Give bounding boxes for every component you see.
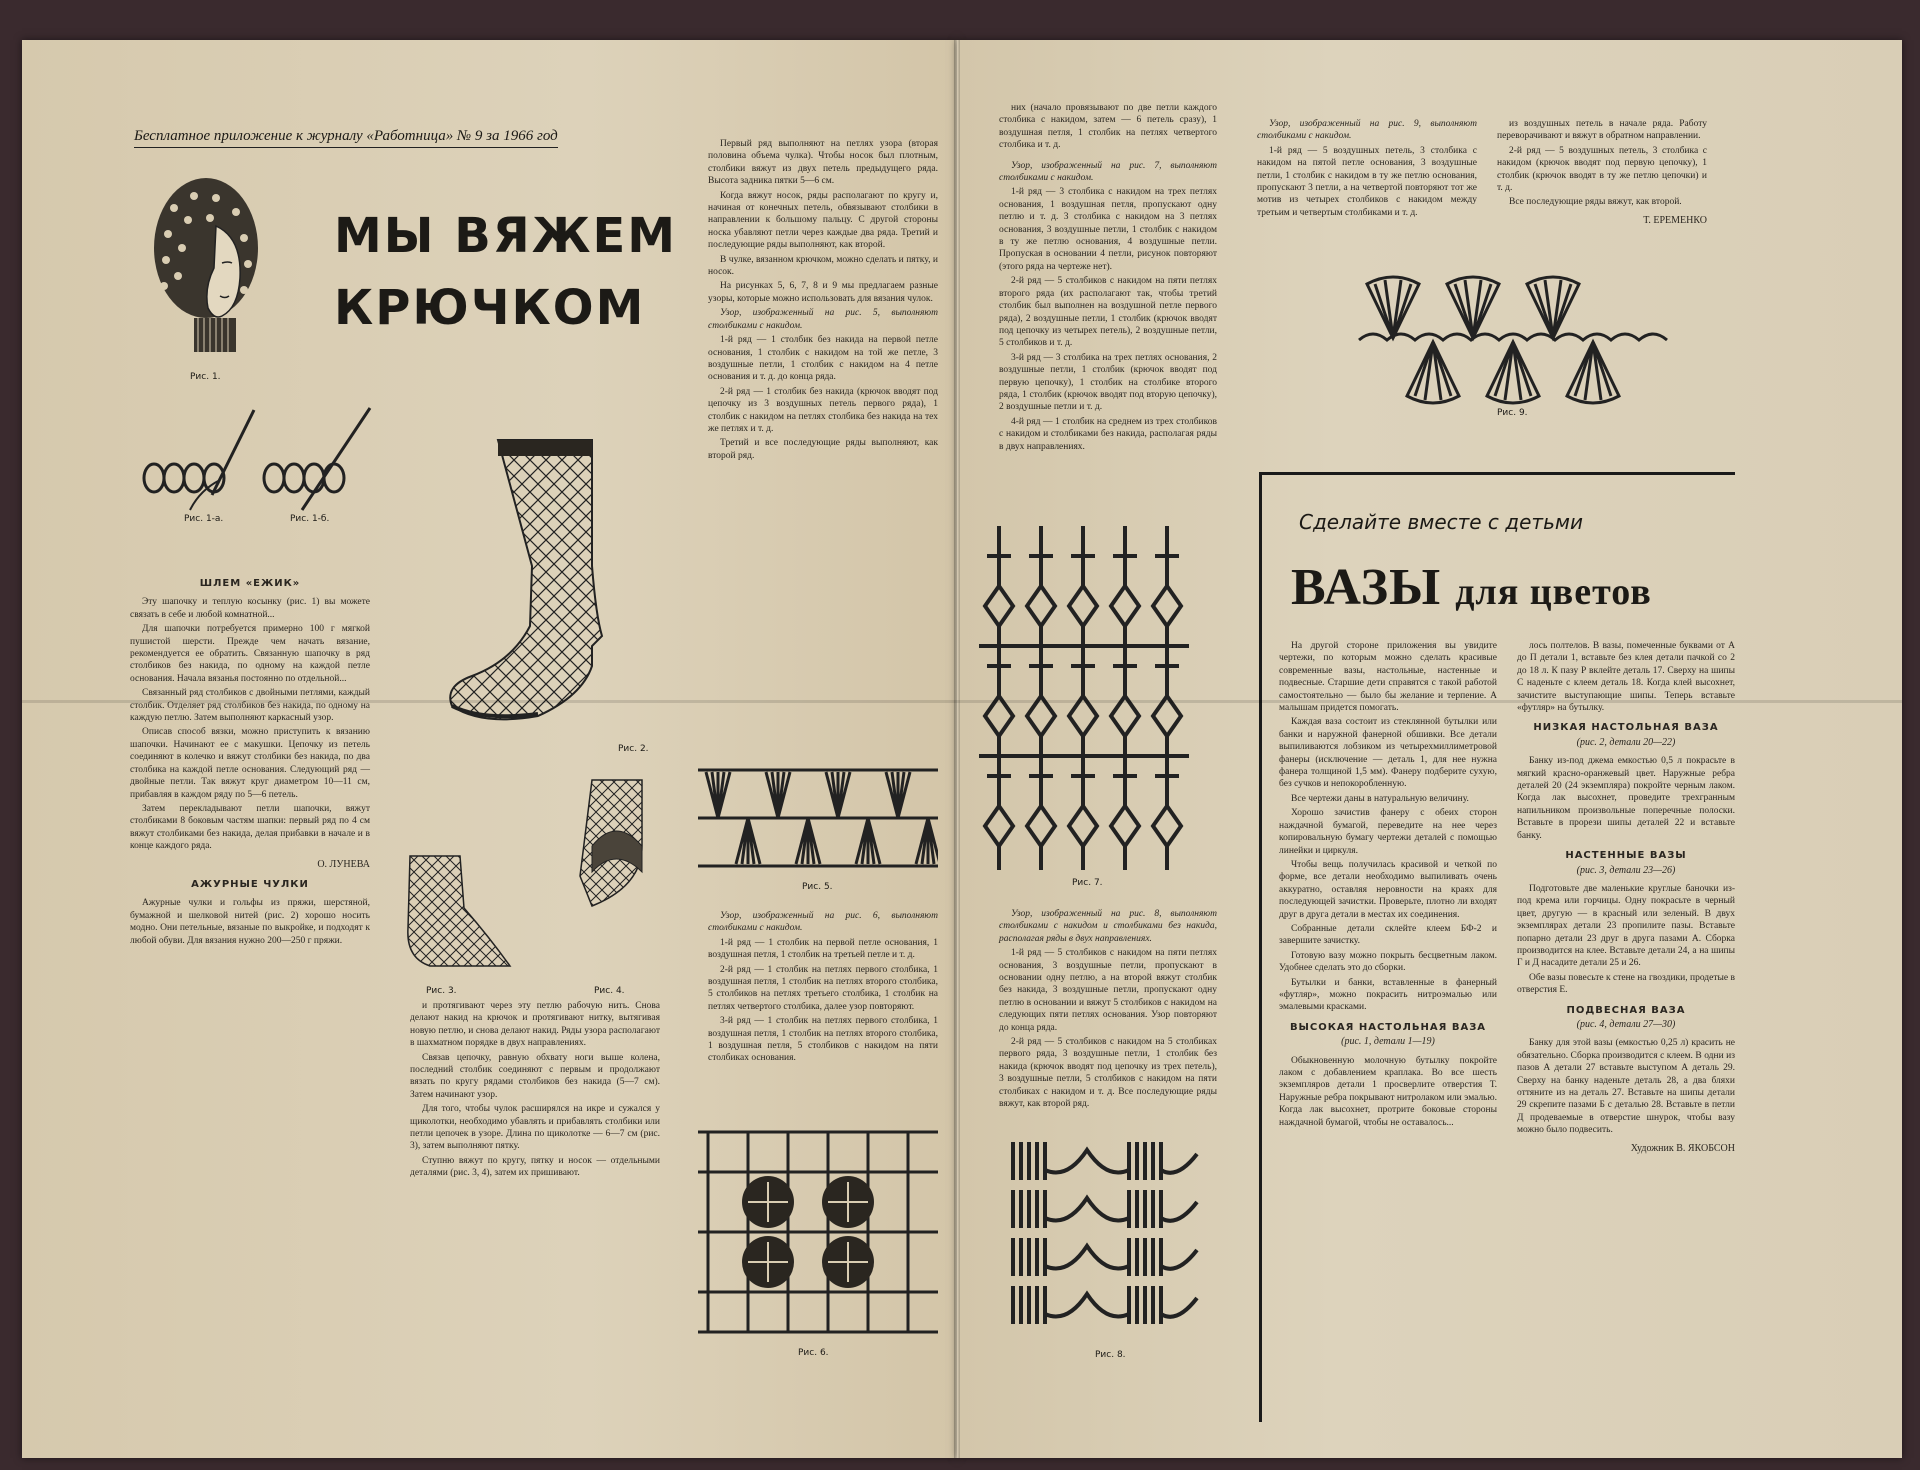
paragraph: Третий и все последующие ряды выполняют, как второй ряд. — [708, 438, 938, 461]
paragraph: Для того, чтобы чулок расширялся на икре и сужался у щиколотки, необходимо убавлять и прибавлять столбики или петли цепочек в узоре. Длина по щиколотке — 6—7 см (рис. 3), затем выполняют пятку. — [410, 1104, 660, 1152]
author-signature-eremenko: Т. ЕРЕМЕНКО — [1643, 214, 1707, 226]
paragraph: Эту шапочку и теплую косынку (рис. 1) вы можете связать в себе и любой комнатной... — [130, 597, 370, 620]
center-fold — [954, 40, 960, 1458]
fig2-stocking-illustration — [442, 436, 642, 736]
paragraph: Узор, изображенный на рис. 7, выполняют столбиками с накидом. — [999, 160, 1217, 184]
paragraph: из воздушных петель в начале ряда. Работу переворачивают и вяжут в обратном направлении. — [1497, 119, 1707, 142]
fig7-caption: Рис. 7. — [1072, 878, 1103, 888]
paragraph: Все чертежи даны в натуральную величину. — [1291, 793, 1469, 804]
section-wall-vases-sub: (рис. 3, детали 23—26) — [1576, 864, 1676, 876]
vases-title-small: для цветов — [1455, 571, 1652, 613]
fig1-helmet-illustration — [144, 168, 264, 398]
paragraph: 1-й ряд — 3 столбика с накидом на трех петлях основания, 1 воздушная петля, пропускают одну петлю и т. д. 3 столбика с накидом на 3 петлях основания, 3 воздушные петли, 1 столбик с накидом в ту же петлю основания, 4 воздушные петли. Пропуская в основании 4 петли, рисунок повторяют (этого ряда на чертеже нет). — [999, 187, 1217, 272]
paragraph: Узор, изображенный на рис. 6, выполняют столбиками с накидом. — [708, 911, 938, 934]
horizontal-fold — [22, 700, 1902, 703]
section-stockings-heading: АЖУРНЫЕ ЧУЛКИ — [191, 878, 309, 890]
right-column-A2 — [999, 908, 1217, 1113]
paragraph: Описав способ вязки, можно приступить к вязанию шапочки. Начинают ее с макушки. Цепочку из петель соединяют в колечко и вяжут столбики без накида, по два столбика на каждой петле основания. Следующий ряд — двойные петли. Так вяжут круг диаметром 10—11 см, прибавляя в каждом ряду по 5—6 петель. — [130, 727, 370, 800]
paragraph: 3-й ряд — 1 столбик на петлях первого столбика, 1 воздушная петля, 1 столбик на петлях второго столбика, 1 воздушная петля, 5 столбиков с накидом на пяти столбиках основания. — [708, 1016, 938, 1064]
title-line-1: МЫ ВЯЖЕМ — [334, 208, 678, 264]
vases-title-big: ВАЗЫ — [1291, 559, 1442, 616]
paragraph: Обе вазы повесьте к стене на гвоздики, продетые в отверстия Е. — [1517, 972, 1735, 996]
newspaper-sheet — [22, 40, 1902, 1458]
paragraph: Узор, изображенный на рис. 9, выполняют столбиками с накидом. — [1257, 119, 1477, 142]
paragraph: Связав цепочку, равную обхвату ноги выше колена, последний столбик соединяют с первым и продолжают вязать по кругу рядами столбиков без накида (5—7 см). Затем начинают узор. — [410, 1052, 660, 1100]
section-high-vase-sub: (рис. 1, детали 1—19) — [1341, 1036, 1435, 1048]
section-wall-vases-heading: НАСТЕННЫЕ ВАЗЫ — [1565, 850, 1687, 862]
right-column-C — [1497, 118, 1707, 227]
fig1a-caption: Рис. 1-а. — [184, 514, 224, 524]
fig8-caption: Рис. 8. — [1095, 1350, 1126, 1360]
vases-kicker: Сделайте вместе с детьми — [1299, 510, 1583, 534]
paragraph: 2-й ряд — 1 столбик без накида (крючок вводят под цепочку из 3 воздушных петель первого ряда), 1 столбик с накидом на петлях столбика без накида на тех же петлях и т. д. — [708, 386, 938, 434]
fig2-caption: Рис. 2. — [618, 744, 649, 754]
author-signature: О. ЛУНЕВА — [317, 858, 370, 870]
fig9-caption: Рис. 9. — [1497, 408, 1528, 418]
paragraph: На рисунках 5, 6, 7, 8 и 9 мы предлагаем разные узоры, которые можно использовать для вязания чулок. — [708, 281, 938, 304]
fig9-pattern-illustration — [1353, 268, 1683, 418]
paragraph: На другой стороне приложения вы увидите чертежи, по которым можно сделать красивые современные вазы, настольные, настенные и подвесные. Старшие дети справятся с такой работой самостоятельно — было бы желание и терпение. А малышам придется помогать. — [1279, 641, 1497, 714]
supplement-header: Бесплатное приложение к журналу «Работница» № 9 за 1966 год — [134, 128, 558, 148]
paragraph: 3-й ряд — 3 столбика на трех петлях основания, 2 воздушные петли, 1 столбик (крючок вводят под первую цепочку), 1 столбик на столбике второго ряда, 1 столбик (крючок вводят под вторую цепочку), 2 воздушные петли и т. д. — [999, 352, 1217, 413]
paragraph: Первый ряд выполняют на петлях узора (вторая половина объема чулка). Чтобы носок был плотным, столбики вяжут из двух петель предыдущего ряда. Высота задника пятки 5—6 см. — [708, 139, 938, 187]
fig5-pattern-illustration — [698, 758, 938, 878]
paragraph: Каждая ваза состоит из стеклянной бутылки или банки и наружной фанерной обшивки. Все детали выпиливаются лобзиком из четырехмиллиметровой фанеры (исключение — деталь 1, для нее нужна фанера толщиной 1,5 мм). Фанеру подберите сухую, без сучков и непокоробленную. — [1279, 717, 1497, 790]
fig5-caption: Рис. 5. — [802, 882, 833, 892]
paragraph: 2-й ряд — 1 столбик на петлях первого столбика, 1 воздушная петля, 1 столбик на петлях второго столбика, 5 столбиков на петлях третьего столбика, 1 столбик на петлях четвертого столбика, далее узор повторяют. — [708, 964, 938, 1012]
left-page — [22, 40, 957, 1458]
vases-title — [1291, 558, 1652, 617]
section-hanging-vase-heading: ПОДВЕСНАЯ ВАЗА — [1566, 1004, 1686, 1016]
paragraph: лось полтелов. В вазы, помеченные буквами от А до П детали 1, вставьте без клея детали пачкой со 2 до 18 л. К пазу Р вклейте деталь 17. Сверху на шипы С наденьте с клеем деталь 18. Когда клей высохнет, зачистите выступающие шипы. Теперь вставьте «футляр» на бутылку. — [1517, 641, 1735, 714]
paragraph: Банку для этой вазы (емкостью 0,25 л) красить не обязательно. Сборка производится с клеем. В одни из пазов А детали 27 вставьте выступом А деталь 29. Сверху на банку наденьте деталь 28, а два бляхи оттяните из на деталь 27. Вставьте на шипы детали 29 скрепите пазами Б с деталью 28. Вставьте в петли Д продеваемые в отверстие шнурок, чтобы вазу можно было подвесить. — [1517, 1038, 1735, 1136]
fig1b-caption: Рис. 1-б. — [290, 514, 330, 524]
fig1-caption: Рис. 1. — [190, 372, 221, 382]
fig3-sock-illustration — [390, 848, 520, 978]
right-column-A — [999, 102, 1217, 455]
paragraph: В чулке, вязанном крючком, можно сделать и пятку, и носок. — [708, 254, 938, 278]
section-hanging-vase-sub: (рис. 4, детали 27—30) — [1576, 1018, 1676, 1030]
artist-signature: Художник В. ЯКОБСОН — [1630, 1142, 1735, 1154]
fig8-pattern-illustration — [1007, 1140, 1201, 1340]
section-low-vase-heading: НИЗКАЯ НАСТОЛЬНАЯ ВАЗА — [1533, 722, 1719, 734]
left-column-3b — [708, 910, 938, 1067]
fig6-pattern-illustration — [698, 1122, 938, 1342]
paragraph: 2-й ряд — 5 столбиков с накидом на 5 столбиках первого ряда, 3 воздушные петли, 1 столбик без накида (крючок вводят под цепочку из трех петель), 3 воздушные петли, 5 столбиков с накидом на пяти столбиках с накидом и т. д. Все последующие ряды вяжут, как второй ряд. — [999, 1037, 1217, 1110]
paragraph: 1-й ряд — 5 воздушных петель, 3 столбика с накидом на пятой петле основания, 3 воздушные петли, 1 столбик с накидом в ту же петлю основания, пропускают 3 петли, а на четвертой повторяют тот же мотив из четырех столбиков с накидом между третьим и четвертым столбиками и т. д. — [1257, 145, 1477, 218]
title-line-2: КРЮЧКОМ — [334, 280, 646, 336]
paragraph: и протягивают через эту петлю рабочую нить. Снова делают накид на крючок и протягивают нитку, вытягивая новую петлю, и снова делают накид. Ряды узора располагают в шахматном порядке в двух направлениях. — [410, 1001, 660, 1049]
vases-column-2 — [1517, 640, 1735, 1155]
paragraph: 2-й ряд — 5 воздушных петель, 3 столбика с накидом (крючок вводят под первую цепочку), 1 столбик (крючок вводят в ту же петлю цепочки) и т. д. — [1497, 145, 1707, 194]
fig6-caption: Рис. 6. — [798, 1348, 829, 1358]
paragraph: Узор, изображенный на рис. 8, выполняют столбиками с накидом и столбиками без накида, располагая ряды в двух направлениях. — [999, 909, 1217, 944]
paragraph: Хорошо зачистив фанеру с обеих сторон наждачной бумагой, переведите на нее через копировальную бумагу чертежи деталей с помощью линейки и циркуля. — [1279, 808, 1497, 856]
left-column-2 — [410, 1000, 660, 1182]
right-column-B — [1257, 118, 1477, 221]
fig4-caption: Рис. 4. — [594, 986, 625, 996]
left-column-1 — [130, 570, 370, 949]
paragraph: Для шапочки потребуется примерно 100 г мягкой пушистой шерсти. Прежде чем начать вязание, рекомендуется ее обратить. Связанную шапочку в ряд столбиков без накида, по одному на каждой петле основания. Начала вязанья постоянно по отдельной... — [130, 624, 370, 684]
paragraph: 4-й ряд — 1 столбик на среднем из трех столбиков с накидом и столбиками без накида, располагая ряды в двух направлениях. — [999, 416, 1217, 452]
paragraph: Банку из-под джема емкостью 0,5 л покрасьте в мягкий красно-оранжевый цвет. Наружные ребра деталей 20 (24 экземпляра) покройте черным лаком. Когда лак высохнет, проведите трехгранным напильником произвольные поперечные полоски. Вставьте в прорези шипы деталей 22 и вставьте банку. — [1517, 756, 1735, 841]
paragraph: Обыкновенную молочную бутылку покройте лаком с добавлением краплака. Во все шесть экземпляров детали 1 просверлите отверстия Т. Наружные ребра покрывают нитролаком или эмалью. Когда лак высохнет, протрите боковые стороны наждачной бумагой, чтобы не оставалось... — [1279, 1055, 1497, 1128]
paragraph: 1-й ряд — 5 столбиков с накидом на пяти петлях основания, 3 воздушные петли, пропускают в основании одну петлю, а на второй вяжут столбик без накида, 3 воздушные петли, пропускают одну петлю в основании и вяжут 5 столбиков с накидом на следующих пяти петлях основания. Узор повторяют до конца ряда. — [999, 948, 1217, 1033]
paragraph: Подготовьте две маленькие круглые баночки из-под крема или горчицы. Одну покрасьте в черный цвет, другую — в красный или зеленый. В двух экземплярах детали 23 пропилите пазы. Вставьте попарно детали 23 друг в друга пазами А. Сборка производится на клее. Вставьте детали 24, а на шипы Г и Д насадите детали 25 и 26. — [1517, 883, 1735, 969]
paragraph: Чтобы вещь получилась красивой и четкой по форме, все детали необходимо выпиливать очень аккуратно, оставляя неровности на краях для последующей зачистки. Проверьте, плотно ли входят друг в друга детали в местах их соединения. — [1279, 859, 1497, 920]
paragraph: Ступню вяжут по кругу, пятку и носок — отдельными деталями (рис. 3, 4), затем их пришивают. — [410, 1155, 660, 1179]
fig1b-stitch-illustration — [262, 400, 382, 520]
paragraph: Узор, изображенный на рис. 5, выполняют столбиками с накидом. — [708, 308, 938, 331]
paragraph: Готовую вазу можно покрыть бесцветным лаком. Удобнее сделать это до сборки. — [1279, 950, 1497, 974]
paragraph: Связанный ряд столбиков с двойными петлями, каждый столбик. Отделяет ряд столбиков без накида, по одному на каждую петлю. Затем выполняют каркасный узор. — [130, 688, 370, 724]
fig1a-stitch-illustration — [142, 400, 262, 520]
paragraph: Собранные детали склейте клеем БФ-2 и завершите зачистку. — [1279, 923, 1497, 947]
left-column-3 — [708, 138, 938, 464]
paragraph: Когда вяжут носок, ряды располагают по кругу и, начиная от конечных петель, обвязывают столбики в направлении к большому пальцу. С другой стороны носка убавляют петли через каждые два ряда. Третий и последующие ряды выполняют, как второй. — [708, 190, 938, 251]
paragraph: 2-й ряд — 5 столбиков с накидом на пяти петлях второго ряда (их располагают так, чтобы третий столбик был выполнен на воздушной петле первого ряда), 2 воздушные петли, 1 столбик (крючок вводят под цепочку из четырех петель), 2 воздушные петли, 5 столбиков и т. д. — [999, 276, 1217, 349]
paragraph: них (начало провязывают по две петли каждого столбика с накидом, затем — 6 петель сразу), 1 воздушная петля, 1 столбик на петлях четвертого столбика и т. д. — [999, 103, 1217, 151]
section-high-vase-heading: ВЫСОКАЯ НАСТОЛЬНАЯ ВАЗА — [1289, 1021, 1487, 1033]
box-top-rule — [1259, 472, 1735, 475]
paragraph: Ажурные чулки и гольфы из пряжи, шерстяной, бумажной и шелковой нитей (рис. 2) хорошо носить модно. Они петельные, вязаные по выкройке, и подходят к любой обуви. Для вязания нужно 200—250 г пряжи. — [130, 898, 370, 946]
section-low-vase-sub: (рис. 2, детали 20—22) — [1576, 736, 1676, 748]
fig3-caption: Рис. 3. — [426, 986, 457, 996]
box-left-rule — [1259, 472, 1262, 1422]
paragraph: 1-й ряд — 1 столбик на первой петле основания, 1 воздушная петля, 1 столбик на третьей петле и т. д. — [708, 937, 938, 961]
right-page — [957, 40, 1902, 1458]
paragraph: Все последующие ряды вяжут, как второй. — [1509, 197, 1682, 208]
section-helmet-heading: ШЛЕМ «ЕЖИК» — [199, 578, 301, 589]
fig4-heel-illustration — [572, 776, 692, 926]
paragraph: 1-й ряд — 1 столбик без накида на первой петле основания, 1 столбик с накидом на той же петле, 3 воздушные петли, 1 столбик с накидом на 4 петле основания и т. д. до конца ряда. — [708, 335, 938, 383]
paragraph: Затем перекладывают петли шапочки, вяжут столбиками 8 боковым частям шапки: первый ряд по 4 см вяжут столбиками без накида, делая прибавки в начале и в конце каждого ряда. — [130, 803, 370, 852]
paragraph: Бутылки и банки, вставленные в фанерный «футляр», можно покрасить нитроэмалью или эмалевыми красками. — [1279, 977, 1497, 1013]
vases-column-1 — [1279, 640, 1497, 1131]
fig7-pattern-illustration — [979, 526, 1189, 870]
